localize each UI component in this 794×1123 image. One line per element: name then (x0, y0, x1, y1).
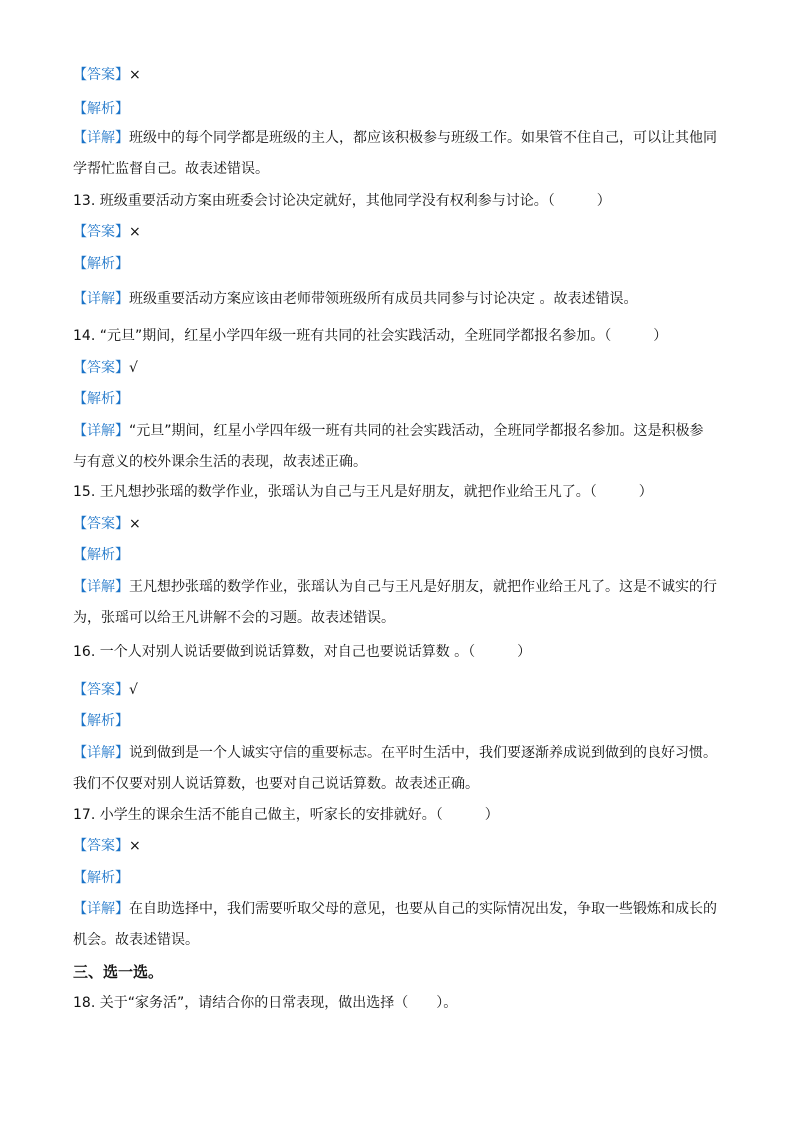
answer-label: 【答案】 (73, 67, 129, 83)
answer-line (73, 514, 141, 534)
analysis-label: 【解析】 (73, 870, 129, 886)
answer-line (73, 680, 138, 700)
answer-label: 【答案】 (73, 516, 129, 532)
detail-line: 我们不仅要对别人说话算数，也要对自己说话算数。故表述正确。 (73, 776, 479, 792)
question-16: 16. 一个人对别人说话要做到说话算数，对自己也要说话算数 。（ ） (73, 644, 532, 660)
detail-label: 【详解】 (73, 130, 129, 146)
question-18: 18. 关于“家务活”，请结合你的日常表现，做出选择（ ）。 (73, 995, 458, 1011)
detail-line: 【详解】班级中的每个同学都是班级的主人，都应该积极参与班级工作。如果管不住自己，可以让其他同 (73, 130, 717, 146)
answer-mark: × (129, 838, 141, 854)
answer-mark: √ (129, 682, 138, 698)
detail-line: 【详解】在自助选择中，我们需要听取父母的意见，也要从自己的实际情况出发，争取一些锻炼和成长的 (73, 901, 717, 917)
question-14: 14. “元旦”期间，红星小学四年级一班有共同的社会实践活动，全班同学都报名参加。（ ） (73, 328, 668, 344)
detail-label: 【详解】 (73, 423, 129, 439)
detail-line: 为，张瑶可以给王凡讲解不会的习题。故表述错误。 (73, 610, 395, 626)
answer-line (73, 358, 138, 378)
question-15: 15. 王凡想抄张瑶的数学作业，张瑶认为自己与王凡是好朋友，就把作业给王凡了。（ ） (73, 484, 653, 500)
detail-label: 【详解】 (73, 901, 129, 917)
detail-line: 【详解】说到做到是一个人诚实守信的重要标志。在平时生活中，我们要逐渐养成说到做到的良好习惯。 (73, 745, 717, 761)
answer-label: 【答案】 (73, 682, 129, 698)
answer-label: 【答案】 (73, 360, 129, 376)
question-13: 13. 班级重要活动方案由班委会讨论决定就好，其他同学没有权利参与讨论。（ ） (73, 193, 611, 209)
detail-label: 【详解】 (73, 579, 129, 595)
answer-mark: × (129, 224, 141, 240)
answer-label: 【答案】 (73, 838, 129, 854)
answer-mark: √ (129, 360, 138, 376)
answer-mark: × (129, 67, 141, 83)
detail-line: 【详解】王凡想抄张瑶的数学作业，张瑶认为自己与王凡是好朋友，就把作业给王凡了。这是不诚实的行 (73, 579, 717, 595)
analysis-label: 【解析】 (73, 547, 129, 563)
detail-line: 机会。故表述错误。 (73, 932, 199, 948)
detail-label: 【详解】 (73, 291, 129, 307)
detail-line: 学帮忙监督自己。故表述错误。 (73, 161, 269, 177)
analysis-label: 【解析】 (73, 101, 129, 117)
detail-line: 【详解】“元旦”期间，红星小学四年级一班有共同的社会实践活动，全班同学都报名参加。这是积极参 (73, 423, 704, 439)
analysis-label: 【解析】 (73, 713, 129, 729)
answer-line (73, 836, 141, 856)
answer-label: 【答案】 (73, 224, 129, 240)
detail-line: 与有意义的校外课余生活的表现，故表述正确。 (73, 454, 367, 470)
detail-label: 【详解】 (73, 745, 129, 761)
section-title: 三、选一选。 (73, 963, 164, 981)
analysis-label: 【解析】 (73, 391, 129, 407)
answer-line (73, 222, 141, 242)
detail-line: 【详解】班级重要活动方案应该由老师带领班级所有成员共同参与讨论决定 。故表述错误。 (73, 291, 638, 307)
analysis-label: 【解析】 (73, 256, 129, 272)
answer-line (73, 65, 141, 85)
question-17: 17. 小学生的课余生活不能自己做主，听家长的安排就好。（ ） (73, 807, 499, 823)
answer-mark: × (129, 516, 141, 532)
